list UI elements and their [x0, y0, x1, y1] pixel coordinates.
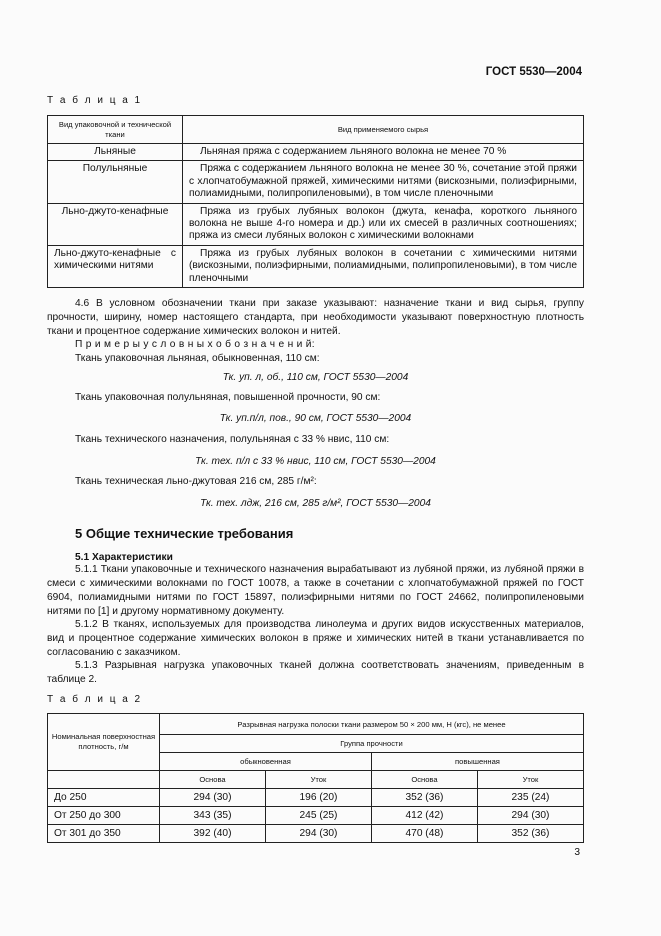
table2-cell: От 301 до 350: [48, 825, 160, 843]
example-desc: Ткань технического назначения, полульняная с 33 % нвис, 110 см:: [75, 434, 390, 445]
table2-cell: 470 (48): [371, 825, 477, 843]
table2-cell: 235 (24): [477, 789, 583, 807]
table1-cell: Льняные: [48, 144, 183, 161]
table-row: [48, 203, 584, 245]
table2-head-density: Номинальная поверхностная плотность, г/м: [48, 714, 160, 771]
subsection-title: 5.1 Характеристики: [75, 552, 173, 563]
example-code: Тк. уп.п/л, пов., 90 см, ГОСТ 5530—2004: [219, 413, 412, 424]
table2-cell: До 250: [48, 789, 160, 807]
section-title: 5 Общие технические требования: [75, 526, 294, 541]
table1-cell: Льно-джуто-кенафные: [48, 203, 183, 245]
table2-head-warp: Основа: [371, 771, 477, 789]
table1-cell: Льно-джуто-кенафные с химическими нитями: [48, 245, 183, 287]
table2-head-weft: Уток: [265, 771, 371, 789]
examples-title: П р и м е р ы у с л о в н ы х о б о з н а ч е н и й:: [75, 339, 315, 350]
paragraph-4-6: 4.6 В условном обозначении ткани при заказе указывают: назначение ткани и вид сырья, группу прочности, ширину, номер настоящего стандарта, при необходимости указывают поверхностную плотность ткани и процентное содержание химических волокон и нитей.: [47, 298, 584, 337]
table-row: [48, 161, 584, 203]
table2-cell: 196 (20): [265, 789, 371, 807]
table2-head-group: Группа прочности: [160, 735, 584, 753]
table2-cell: 294 (30): [477, 807, 583, 825]
table-row: [48, 825, 584, 843]
example-code: Тк. уп. л, об., 110 см, ГОСТ 5530—2004: [222, 372, 409, 383]
example-code: Тк. тех. лдж, 216 см, 285 г/м², ГОСТ 5530—2004: [200, 498, 431, 509]
table2-head-load: Разрывная нагрузка полоски ткани размером 50 × 200 мм, Н (кгс), не менее: [160, 714, 584, 735]
table1-head-material: Вид применяемого сырья: [183, 116, 584, 144]
table2-head-ordinary: обыкновенная: [160, 753, 372, 771]
paragraph-5-1-1: 5.1.1 Ткани упаковочные и технического назначения вырабатывают из лубяной пряжи, из лубяной пряжи в смеси с химическими волокнами по ГОСТ 10078, а также в сочетании с хлопчатобумажной пряжей по ГОСТ 6904, полиамидными нитями по ГОСТ 15897, полиэфирными нитями по ГОСТ 24662, полипропиленовыми нитями по [1] и другому нормативному документу.: [47, 564, 584, 617]
table1-head-type: Вид упаковочной и технической ткани: [48, 116, 183, 144]
table1-cell: Льняная пряжа с содержанием льняного волокна не менее 70 %: [183, 144, 584, 161]
table1-cell: Пряжа с содержанием льняного волокна не менее 30 %, сочетание этой пряжи с хлопчатобумажной пряжей, химическими нитями (вискозными, полиэфирными, полиамидными, полипропиленовыми), в том числе пленочными: [183, 161, 584, 203]
paragraph-5-1-3: 5.1.3 Разрывная нагрузка упаковочных тканей должна соответствовать значениям, приведенным в таблице 2.: [47, 660, 584, 685]
table2-cell: 245 (25): [265, 807, 371, 825]
example-desc: Ткань упаковочная полульняная, повышенной прочности, 90 см:: [75, 392, 381, 403]
table2-head-warp: Основа: [160, 771, 266, 789]
example-desc: Ткань техническая льно-джутовая 216 см, 285 г/м²:: [75, 476, 317, 487]
table2-cell: 294 (30): [160, 789, 266, 807]
standard-header: ГОСТ 5530—2004: [485, 66, 582, 78]
table-row: [48, 144, 584, 161]
paragraph-5-1-2: 5.1.2 В тканях, используемых для производства линолеума и других видов искусственных материалов, вид и процентное содержание химических волокон в пряже и химических нитей в ткани устанавливается по согласованию с заказчиком.: [47, 619, 584, 658]
table-row: [48, 807, 584, 825]
table1-cell: Пряжа из грубых лубяных волокон (джута, кенафа, короткого льняного волокна не выше 4-го номера и др.) или их смесей в различных соотношениях; пряжа из смеси лубяных волокон с химическими волокнами: [183, 203, 584, 245]
table1-cell: Полульняные: [48, 161, 183, 203]
table2-cell: 412 (42): [371, 807, 477, 825]
table1-caption: Т а б л и ц а 1: [47, 95, 143, 106]
table2: [47, 713, 584, 843]
table-row: [48, 789, 584, 807]
table-row: [48, 245, 584, 287]
table2-cell: 352 (36): [371, 789, 477, 807]
example-code: Тк. тех. п/л с 33 % нвис, 110 см, ГОСТ 5530—2004: [195, 456, 436, 467]
table1-cell: Пряжа из грубых лубяных волокон в сочетании с химическими нитями (вискозными, полиэфирными, полиамидными, полипропиленовыми), в том числе пленочными: [183, 245, 584, 287]
example-desc: Ткань упаковочная льняная, обыкновенная, 110 см:: [75, 353, 320, 364]
table2-cell: 352 (36): [477, 825, 583, 843]
table1: [47, 115, 584, 288]
table2-head-weft: Уток: [477, 771, 583, 789]
page-number: 3: [574, 847, 580, 858]
table2-cell: От 250 до 300: [48, 807, 160, 825]
table2-caption: Т а б л и ц а 2: [47, 694, 143, 705]
table2-cell: 294 (30): [265, 825, 371, 843]
table2-cell: 343 (35): [160, 807, 266, 825]
table2-cell: 392 (40): [160, 825, 266, 843]
table2-head-increased: повышенная: [371, 753, 583, 771]
